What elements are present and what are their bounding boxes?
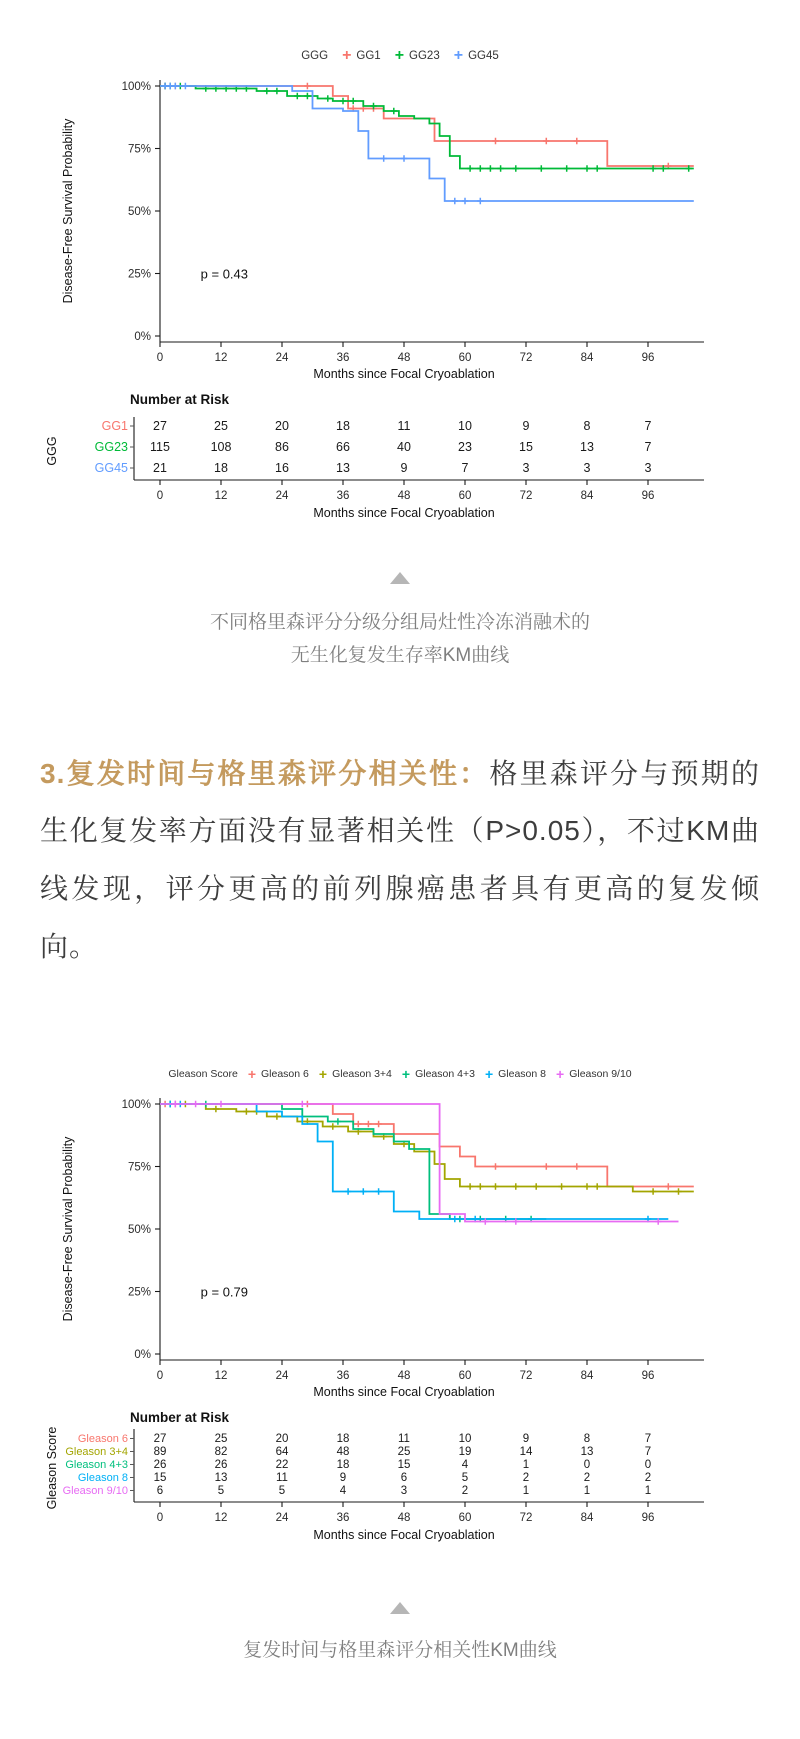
risk-value: 9 (400, 461, 408, 475)
censor-mark (182, 83, 188, 89)
censor-mark (274, 1114, 280, 1120)
risk-value: 2 (461, 1485, 469, 1498)
x-tick-label: 24 (275, 352, 289, 364)
risk-value: 25 (397, 1446, 411, 1459)
risk-value: 0 (583, 1459, 591, 1472)
risk-value: 9 (339, 1472, 347, 1485)
x-tick-label: 72 (519, 352, 533, 364)
censor-mark (497, 165, 503, 171)
risk-value: 1 (644, 1485, 652, 1498)
y-tick-label: 75% (127, 1161, 151, 1174)
censor-mark (452, 198, 458, 204)
risk-group-label: GGG (45, 436, 59, 466)
km-curve-gleason-8 (160, 1104, 668, 1219)
legend-key-icon: + (401, 1066, 411, 1083)
legend-gleason (40, 1064, 760, 1084)
risk-value: 5 (217, 1485, 225, 1498)
legend-label: Gleason 6 (261, 1068, 309, 1081)
censor-mark (564, 165, 570, 171)
risk-value: 9 (522, 419, 530, 433)
risk-value: 7 (644, 419, 652, 433)
censor-mark (487, 165, 493, 171)
risk-value: 64 (275, 1446, 289, 1459)
risk-value: 27 (153, 1433, 167, 1446)
km-figure-gleason (40, 1064, 760, 1556)
risk-row-label: GG1 (101, 419, 128, 433)
risk-value: 22 (275, 1459, 289, 1472)
risk-value: 66 (336, 440, 350, 454)
risk-value: 7 (644, 1446, 652, 1459)
risk-x-tick-label: 12 (214, 490, 228, 502)
legend-title: GGG (301, 50, 329, 62)
risk-value: 6 (400, 1472, 408, 1485)
legend-label: Gleason 8 (498, 1068, 546, 1081)
risk-x-tick-label: 36 (336, 490, 350, 502)
risk-value: 20 (275, 419, 289, 433)
risk-value: 1 (583, 1485, 591, 1498)
risk-value: 11 (276, 1472, 288, 1485)
risk-value: 23 (458, 440, 472, 454)
km-curve-gleason-6 (160, 1104, 694, 1187)
censor-mark (675, 1189, 681, 1195)
risk-value: 5 (461, 1472, 469, 1485)
risk-value: 18 (336, 1459, 350, 1472)
risk-value: 7 (644, 440, 652, 454)
risk-value: 4 (461, 1459, 469, 1472)
x-tick-label: 36 (336, 1370, 350, 1383)
risk-value: 10 (458, 1433, 472, 1446)
x-tick-label: 36 (336, 352, 350, 364)
x-tick-label: 24 (275, 1370, 289, 1383)
censor-mark (477, 1184, 483, 1190)
censor-mark (574, 138, 580, 144)
km-curve-gleason-3-4 (160, 1104, 694, 1192)
censor-mark (477, 165, 483, 171)
censor-mark (452, 1216, 458, 1222)
legend-key-icon: + (394, 47, 405, 64)
risk-value: 40 (397, 440, 411, 454)
censor-mark (584, 1184, 590, 1190)
legend-title: Gleason Score (168, 1068, 238, 1081)
censor-mark (543, 138, 549, 144)
x-tick-label: 12 (214, 352, 228, 364)
censor-mark (467, 165, 473, 171)
x-tick-label: 60 (458, 1370, 472, 1383)
risk-x-tick-label: 12 (214, 1512, 228, 1525)
legend-key-icon: + (556, 1066, 565, 1083)
risk-value: 18 (336, 419, 350, 433)
risk-heading: Number at Risk (130, 1410, 230, 1426)
risk-row-label: Gleason 8 (77, 1472, 128, 1485)
risk-x-tick-label: 60 (458, 490, 472, 502)
risk-heading: Number at Risk (130, 392, 230, 407)
risk-value: 115 (150, 440, 170, 454)
risk-x-tick-label: 48 (397, 1512, 411, 1525)
censor-mark (330, 1124, 336, 1130)
p-value: p = 0.43 (200, 266, 249, 282)
x-tick-label: 48 (397, 352, 411, 364)
risk-value: 18 (214, 461, 228, 475)
body-paragraph (0, 745, 800, 977)
legend-label: Gleason 4+3 (415, 1068, 475, 1081)
censor-mark (543, 1164, 549, 1170)
legend-item-gleason-4-3 (402, 1067, 475, 1081)
risk-x-tick-label: 0 (156, 490, 164, 502)
risk-x-axis-title: Months since Focal Cryoablation (313, 1528, 495, 1543)
risk-value: 89 (153, 1446, 167, 1459)
risk-x-tick-label: 24 (275, 490, 289, 502)
censor-mark (492, 1164, 498, 1170)
km-curve-gleason-4-3 (160, 1104, 546, 1219)
x-tick-label: 60 (458, 352, 472, 364)
censor-mark (299, 1101, 305, 1107)
risk-value: 4 (339, 1485, 347, 1498)
km-curve-gg45 (160, 86, 694, 201)
legend-key-icon: + (484, 1066, 494, 1083)
censor-mark (650, 1189, 656, 1195)
censor-mark (192, 1101, 198, 1107)
risk-value: 3 (644, 461, 652, 475)
censor-mark (462, 198, 468, 204)
censor-mark (467, 1184, 473, 1190)
risk-value: 14 (519, 1446, 533, 1459)
km-curve-gg1 (160, 86, 694, 166)
risk-value: 1 (522, 1459, 530, 1472)
risk-value: 13 (580, 1446, 594, 1459)
legend-label: Gleason 3+4 (332, 1068, 392, 1081)
legend-key-icon: + (453, 47, 464, 64)
censor-mark (584, 165, 590, 171)
censor-mark (304, 93, 310, 99)
censor-mark (335, 1119, 341, 1125)
x-tick-label: 96 (641, 352, 655, 364)
legend-label: Gleason 9/10 (569, 1068, 632, 1081)
risk-x-tick-label: 84 (580, 490, 594, 502)
risk-value: 7 (644, 1433, 652, 1446)
km-curve-gg23 (160, 86, 694, 169)
censor-mark (325, 95, 331, 101)
censor-mark (375, 1189, 381, 1195)
paragraph-body: 格里森评分与预期的生化复发率方面没有显著相关性（P>0.05），不过KM曲线发现，评分更高的前列腺癌患者具有更高的复发倾向。 (40, 757, 760, 963)
risk-value: 13 (580, 440, 594, 454)
x-tick-label: 0 (156, 352, 164, 364)
risk-value: 13 (336, 461, 350, 475)
collapse-triangle-icon[interactable] (390, 572, 410, 584)
censor-mark (304, 83, 310, 89)
risk-value: 20 (275, 1433, 289, 1446)
y-tick-label: 100% (121, 1099, 151, 1112)
legend-item-gleason-3-4 (319, 1067, 392, 1081)
censor-mark (213, 1106, 219, 1112)
risk-row-label: GG23 (94, 440, 128, 454)
censor-mark (594, 165, 600, 171)
legend-item-gg45 (454, 48, 499, 64)
censor-mark (340, 98, 346, 104)
censor-mark (345, 1189, 351, 1195)
risk-x-tick-label: 72 (519, 490, 533, 502)
legend-label: GG1 (356, 50, 381, 62)
risk-x-tick-label: 60 (458, 1512, 472, 1525)
risk-value: 19 (458, 1446, 472, 1459)
risk-x-tick-label: 48 (397, 490, 411, 502)
risk-value: 2 (644, 1472, 652, 1485)
risk-value: 8 (583, 1433, 591, 1446)
x-tick-label: 96 (641, 1370, 655, 1383)
risk-row-label: GG45 (94, 461, 128, 475)
risk-row-label: Gleason 9/10 (62, 1485, 128, 1498)
figure2-caption: 复发时间与格里森评分相关性KM曲线 (243, 1640, 557, 1662)
legend-ggg (40, 46, 760, 66)
censor-mark (172, 83, 178, 89)
risk-value: 9 (522, 1433, 530, 1446)
risk-value: 25 (214, 419, 228, 433)
risk-value: 15 (397, 1459, 411, 1472)
risk-value: 7 (461, 461, 469, 475)
risk-x-tick-label: 96 (641, 1512, 655, 1525)
censor-mark (391, 108, 397, 114)
risk-value: 21 (153, 461, 167, 475)
y-tick-label: 75% (127, 143, 151, 156)
censor-mark (513, 1184, 519, 1190)
risk-x-tick-label: 84 (580, 1512, 594, 1525)
collapse-control-2 (0, 1602, 800, 1614)
x-tick-label: 0 (156, 1370, 164, 1383)
risk-value: 13 (214, 1472, 228, 1485)
risk-value: 26 (214, 1459, 228, 1472)
legend-key-icon: + (342, 47, 352, 64)
censor-mark (243, 1109, 249, 1115)
y-tick-label: 50% (127, 1224, 151, 1237)
x-tick-label: 12 (214, 1370, 228, 1383)
risk-row-label: Gleason 6 (77, 1433, 128, 1446)
censor-mark (538, 165, 544, 171)
y-tick-label: 50% (127, 206, 151, 218)
collapse-triangle-icon[interactable] (390, 1602, 410, 1614)
legend-item-gleason-9-10 (556, 1067, 632, 1081)
legend-label: GG45 (468, 50, 499, 62)
risk-value: 108 (210, 440, 232, 454)
censor-mark (513, 165, 519, 171)
risk-x-tick-label: 24 (275, 1512, 289, 1525)
x-axis-title: Months since Focal Cryoablation (313, 1385, 495, 1400)
risk-value: 86 (275, 440, 289, 454)
risk-value: 5 (278, 1485, 286, 1498)
risk-value: 2 (522, 1472, 530, 1485)
y-tick-label: 25% (127, 268, 151, 281)
risk-x-tick-label: 72 (519, 1512, 533, 1525)
risk-value: 26 (153, 1459, 167, 1472)
risk-x-tick-label: 36 (336, 1512, 350, 1525)
risk-value: 8 (583, 419, 591, 433)
censor-mark (360, 1189, 366, 1195)
risk-x-axis-title: Months since Focal Cryoablation (313, 506, 495, 520)
y-axis-title: Disease-Free Survival Probability (61, 118, 75, 304)
legend-item-gg23 (395, 48, 440, 64)
censor-mark (492, 1184, 498, 1190)
x-tick-label: 84 (580, 352, 594, 364)
risk-value: 10 (458, 419, 472, 433)
paragraph-heading: 3.复发时间与格里森评分相关性： (40, 757, 490, 789)
censor-mark (401, 155, 407, 161)
risk-value: 82 (214, 1446, 228, 1459)
p-value: p = 0.79 (200, 1284, 249, 1300)
y-tick-label: 100% (121, 81, 151, 93)
censor-mark (375, 1121, 381, 1127)
risk-x-tick-label: 96 (641, 490, 655, 502)
figure1-caption-line2: 无生化复发生存率KM曲线 (290, 645, 510, 667)
risk-row-label: Gleason 4+3 (65, 1459, 128, 1472)
risk-value: 6 (156, 1485, 164, 1498)
censor-mark (355, 1121, 361, 1127)
censor-mark (350, 98, 356, 104)
legend-item-gleason-8 (485, 1067, 546, 1081)
censor-mark (218, 1101, 224, 1107)
km-curve-gleason-9-10 (160, 1104, 679, 1222)
censor-mark (665, 1184, 671, 1190)
censor-mark (574, 1164, 580, 1170)
risk-value: 2 (583, 1472, 591, 1485)
risk-value: 25 (214, 1433, 228, 1446)
km-figure-ggg (40, 46, 760, 530)
legend-item-gleason-6 (248, 1067, 309, 1081)
collapse-control-1 (0, 572, 800, 584)
y-axis-title: Disease-Free Survival Probability (61, 1136, 75, 1322)
y-tick-label: 25% (127, 1286, 151, 1299)
y-tick-label: 0% (134, 331, 151, 343)
x-axis-title: Months since Focal Cryoablation (313, 367, 495, 381)
km-chart-gleason (40, 1086, 760, 1556)
risk-value: 16 (275, 461, 289, 475)
risk-value: 18 (336, 1433, 350, 1446)
legend-key-icon: + (247, 1066, 256, 1083)
censor-mark (274, 88, 280, 94)
figure1-caption-line1: 不同格里森评分分级分组局灶性冷冻消融术的 (209, 612, 590, 633)
risk-group-label: Gleason Score (45, 1426, 59, 1510)
censor-mark (365, 1121, 371, 1127)
y-tick-label: 0% (134, 1349, 151, 1362)
risk-value: 1 (522, 1485, 530, 1498)
risk-value: 3 (583, 461, 591, 475)
risk-value: 11 (398, 1433, 410, 1446)
censor-mark (264, 88, 270, 94)
risk-x-tick-label: 0 (156, 1512, 164, 1525)
censor-mark (492, 138, 498, 144)
risk-value: 27 (153, 419, 167, 433)
risk-value: 0 (644, 1459, 652, 1472)
censor-mark (477, 198, 483, 204)
censor-mark (558, 1184, 564, 1190)
risk-value: 3 (400, 1485, 408, 1498)
risk-value: 11 (397, 419, 411, 433)
km-chart-ggg (40, 68, 760, 530)
censor-mark (594, 1184, 600, 1190)
censor-mark (172, 1101, 178, 1107)
legend-key-icon: + (318, 1066, 328, 1083)
risk-row-label: Gleason 3+4 (65, 1446, 128, 1459)
censor-mark (533, 1184, 539, 1190)
figure1-caption (0, 606, 800, 673)
legend-item-gg1 (342, 48, 381, 64)
x-tick-label: 48 (397, 1370, 411, 1383)
risk-value: 15 (153, 1472, 167, 1485)
censor-mark (294, 93, 300, 99)
censor-mark (381, 155, 387, 161)
risk-value: 3 (522, 461, 530, 475)
legend-label: GG23 (409, 50, 440, 62)
risk-value: 48 (336, 1446, 350, 1459)
x-tick-label: 72 (519, 1370, 533, 1383)
x-tick-label: 84 (580, 1370, 594, 1383)
risk-value: 15 (519, 440, 533, 454)
